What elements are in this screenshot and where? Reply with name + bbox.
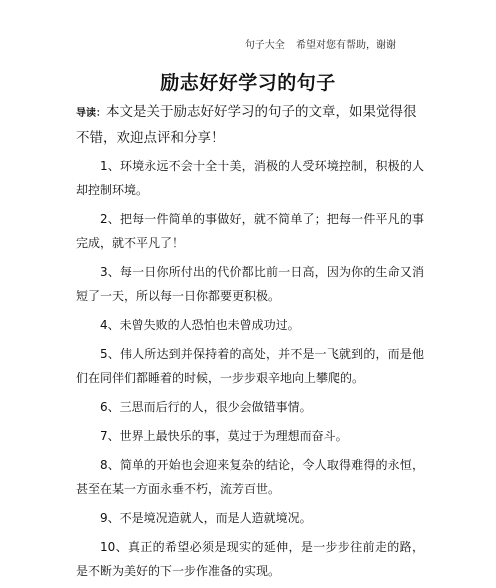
list-item: 7、世界上最快乐的事，莫过于为理想而奋斗。 [100, 429, 348, 443]
header-note: 希望对您有帮助，谢谢 [296, 40, 396, 51]
intro-text: 本文是关于励志好好学习的句子的文章，如果觉得很不错，欢迎点评和分享！ [76, 104, 417, 146]
intro-lead: 导读： [76, 108, 106, 119]
list-item: 4、未曾失败的人恐怕也未曾成功过。 [100, 318, 300, 332]
list-item: 10、真正的希望必须是现实的延伸，是一步步往前走的路，是不断为美好的下一步作准备的实现。 [76, 540, 424, 578]
list-item: 8、简单的开始也会迎来复杂的结论，令人取得难得的永恒，甚至在某一方面永垂不朽，流芳百世。 [76, 458, 424, 496]
page-header [245, 36, 396, 51]
intro-paragraph [76, 100, 424, 150]
list-item: 1、环境永远不会十全十美，消极的人受环境控制，积极的人却控制环境。 [76, 159, 424, 197]
list-item: 3、每一日你所付出的代价都比前一日高，因为你的生命又消短了一天，所以每一日你都要更积极。 [76, 265, 424, 303]
header-site-name: 句子大全 [244, 40, 285, 51]
document-title: 励志好好学习的句子 [160, 72, 336, 94]
list-item: 2、把每一件简单的事做好，就不简单了；把每一件平凡的事完成，就不平凡了！ [76, 212, 424, 250]
list-item: 5、伟人所达到并保持着的高处，并不是一飞就到的，而是他们在同伴们都睡着的时候，一步步艰辛地向上攀爬的。 [76, 347, 424, 385]
list-item: 6、三思而后行的人，很少会做错事情。 [100, 400, 312, 414]
list-item: 9、不是境况造就人，而是人造就境况。 [100, 511, 312, 525]
document-body [76, 100, 424, 588]
